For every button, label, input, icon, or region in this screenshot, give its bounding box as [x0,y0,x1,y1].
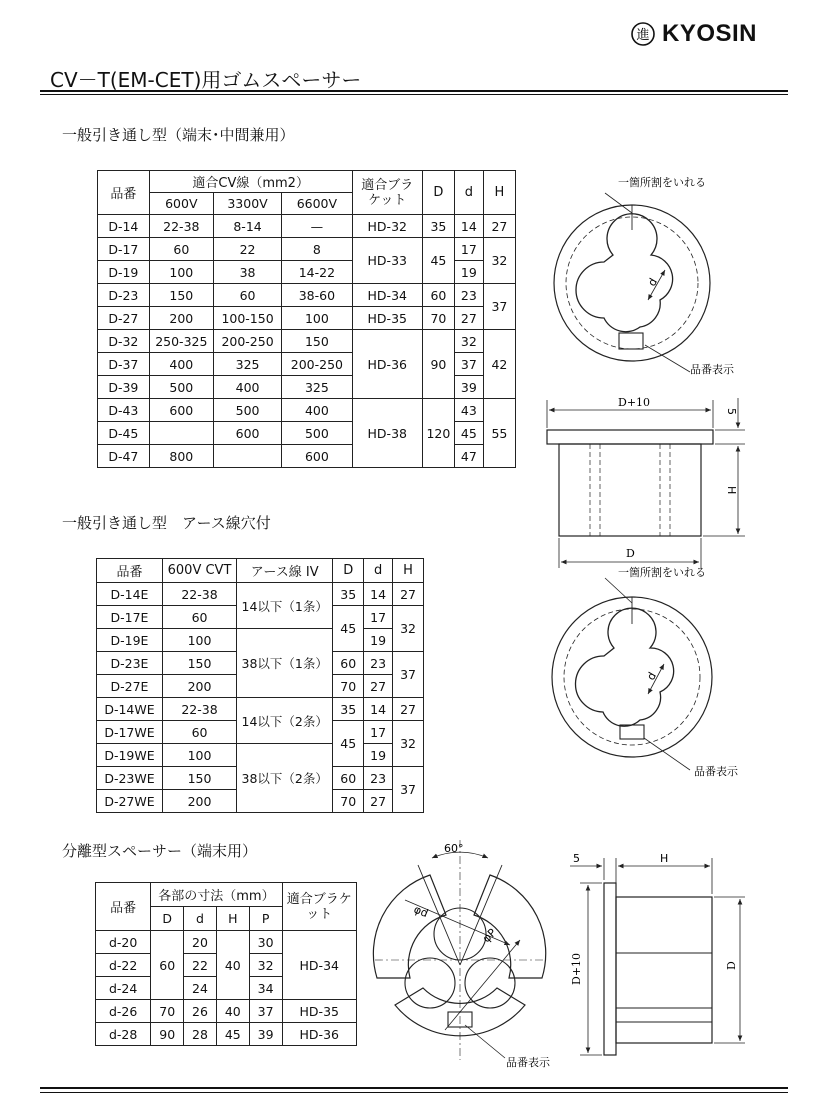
split-spacer-top-view [373,840,545,1060]
cell-H: 32 [393,721,424,767]
cell-H: 27 [393,698,424,721]
s3-header-bracket: 適合ブラケット [282,883,356,931]
cell-part: D-14WE [97,698,163,721]
cell-H: 37 [393,767,424,813]
cell-earth: 14以下（2条） [237,698,333,744]
bottom-rule-thin [40,1092,788,1093]
cell-bracket: HD-34 [282,931,356,1000]
cell-bracket: HD-38 [352,399,422,468]
cell-6600v: 200-250 [282,353,352,376]
cell-d: 27 [364,675,393,698]
part-label-2: 品番表示 [694,765,738,778]
cell-part: D-37 [98,353,150,376]
cell-d: 20 [184,931,217,954]
cell-D: 70 [333,675,364,698]
cell-d: 17 [454,238,483,261]
cell-bracket: HD-35 [352,307,422,330]
cell-6600v: 500 [282,422,352,445]
cell-part: D-32 [98,330,150,353]
part-label-1: 品番表示 [690,363,734,376]
cell-part: D-17WE [97,721,163,744]
cell-cvt: 150 [162,652,236,675]
bottom-rule [40,1087,788,1089]
cell-cvt: 200 [162,675,236,698]
cell-600v: 150 [149,284,213,307]
cell-part: D-23WE [97,767,163,790]
cell-3300v: 60 [213,284,281,307]
cell-3300v: 500 [213,399,281,422]
s2-header-d: d [364,559,393,583]
s2-header-H: H [393,559,424,583]
cell-D: 60 [151,931,184,1000]
cell-d: 17 [364,606,393,629]
cell-D: 45 [333,721,364,767]
cell-d: 19 [364,629,393,652]
cell-part: D-17 [98,238,150,261]
cell-600v: 600 [149,399,213,422]
cell-cvt: 100 [162,744,236,767]
section1-heading: 一般引き通し型（端末･中間兼用） [62,126,295,144]
dim-H-label: H [725,486,738,495]
cell-600v: 200 [149,307,213,330]
cell-part: d-26 [96,1000,151,1023]
cell-3300v: 400 [213,376,281,399]
cell-D: 120 [422,399,454,468]
s1-header-3300v: 3300V [213,193,281,215]
cell-cvt: 200 [162,790,236,813]
cell-d: 27 [454,307,483,330]
cell-d: 27 [364,790,393,813]
brand-name: KYOSIN [661,20,757,47]
s3-header-d: d [184,907,217,931]
s1-header-d: d [454,171,483,215]
spacer-side-view [547,398,745,568]
s2-header-cvt: 600V CVT [162,559,236,583]
s1-header-part: 品番 [98,171,150,215]
cell-600v: 250-325 [149,330,213,353]
cell-d: 19 [364,744,393,767]
cell-earth: 14以下（1条） [237,583,333,629]
cell-d: 17 [364,721,393,744]
s1-header-6600v: 6600V [282,193,352,215]
part-label-3: 品番表示 [506,1056,550,1069]
cell-600v: 800 [149,445,213,468]
cell-6600v: 600 [282,445,352,468]
svg-text:進: 進 [636,28,650,43]
cell-part: D-43 [98,399,150,422]
cell-D: 35 [333,698,364,721]
section3-heading: 分離型スペーサー（端末用） [62,842,258,860]
cell-d: 26 [184,1000,217,1023]
page-title: CV－T(EM-CET)用ゴムスペーサー [50,68,362,92]
cell-H: 27 [393,583,424,606]
cell-H: 40 [216,1000,249,1023]
s1-header-bracket: 適合ブラケット [352,171,422,215]
cell-D: 70 [422,307,454,330]
cell-d: 23 [364,767,393,790]
cell-d: 14 [364,583,393,606]
cut-note-label-2: 一箇所割をいれる [618,566,706,579]
cell-3300v: 38 [213,261,281,284]
cell-3300v: 600 [213,422,281,445]
cell-D: 60 [422,284,454,307]
split-dim-5-label: 5 [573,852,580,865]
dim-d-label-1: d [645,275,661,289]
cell-d: 14 [364,698,393,721]
split-dim-D10-label: D+10 [570,952,583,985]
cell-6600v: 150 [282,330,352,353]
cell-6600v: 8 [282,238,352,261]
cell-part: D-17E [97,606,163,629]
cell-d: 19 [454,261,483,284]
cell-d: 39 [454,376,483,399]
cell-D: 70 [333,790,364,813]
cell-D: 45 [333,606,364,652]
spacer-top-view-2 [552,578,712,770]
cell-3300v: 100-150 [213,307,281,330]
cell-H: 37 [483,284,515,330]
cell-H: 55 [483,399,515,468]
cell-H: 45 [216,1023,249,1046]
s3-header-H: H [216,907,249,931]
s3-header-part: 品番 [96,883,151,931]
cell-part: D-19E [97,629,163,652]
dim-D-label: D [626,547,635,560]
cell-d: 45 [454,422,483,445]
cell-D: 70 [151,1000,184,1023]
cell-part: D-23E [97,652,163,675]
s2-header-earth: アース線 IV [237,559,333,583]
cell-cvt: 150 [162,767,236,790]
cell-6600v: — [282,215,352,238]
cell-cvt: 60 [162,721,236,744]
cell-P: 34 [249,977,282,1000]
cell-3300v: 200-250 [213,330,281,353]
cell-6600v: 100 [282,307,352,330]
cell-600v: 400 [149,353,213,376]
cell-P: 39 [249,1023,282,1046]
cell-H: 27 [483,215,515,238]
cell-cvt: 60 [162,606,236,629]
angle-label: 60° [444,842,464,855]
cell-part: D-45 [98,422,150,445]
cell-H: 32 [483,238,515,284]
cell-part: D-14E [97,583,163,606]
cell-bracket: HD-36 [282,1023,356,1046]
s1-header-H: H [483,171,515,215]
cell-d: 47 [454,445,483,468]
cell-600v: 22-38 [149,215,213,238]
cell-3300v: 22 [213,238,281,261]
cell-part: D-47 [98,445,150,468]
split-dim-D-label: D [725,961,738,970]
cell-600v: 500 [149,376,213,399]
s3-header-D: D [151,907,184,931]
cell-bracket: HD-36 [352,330,422,399]
cell-d: 23 [454,284,483,307]
phi-P-label: φP [479,926,499,946]
cell-d: 23 [364,652,393,675]
cell-D: 60 [333,767,364,790]
cell-H: 32 [393,606,424,652]
cut-note-label-1: 一箇所割をいれる [618,176,706,189]
cell-part: D-23 [98,284,150,307]
cell-d: 37 [454,353,483,376]
cell-part: D-27E [97,675,163,698]
cell-600v: 100 [149,261,213,284]
s3-header-dims: 各部の寸法（mm） [151,883,282,907]
cell-d: 28 [184,1023,217,1046]
cell-D: 90 [422,330,454,399]
cell-bracket: HD-32 [352,215,422,238]
s1-header-D: D [422,171,454,215]
dim-d-label-2: d [644,669,660,683]
s3-header-P: P [249,907,282,931]
cell-d: 14 [454,215,483,238]
cell-bracket: HD-35 [282,1000,356,1023]
cell-bracket: HD-33 [352,238,422,284]
section2-heading: 一般引き通し型 アース線穴付 [62,514,271,532]
split-dim-H-label: H [660,852,669,865]
cell-D: 35 [333,583,364,606]
cell-H: 37 [393,652,424,698]
cell-6600v: 38-60 [282,284,352,307]
cell-cvt: 22-38 [162,583,236,606]
cell-6600v: 400 [282,399,352,422]
dim-D10-label: D+10 [618,396,651,409]
cell-cvt: 100 [162,629,236,652]
cell-P: 37 [249,1000,282,1023]
cell-600v: 60 [149,238,213,261]
cell-part: D-27WE [97,790,163,813]
cell-part: D-19 [98,261,150,284]
s2-header-part: 品番 [97,559,163,583]
cell-part: D-39 [98,376,150,399]
cell-H: 42 [483,330,515,399]
cell-cvt: 22-38 [162,698,236,721]
cell-3300v: 8-14 [213,215,281,238]
cell-3300v: 325 [213,353,281,376]
cell-earth: 38以下（2条） [237,744,333,813]
cell-D: 60 [333,652,364,675]
cell-d: 43 [454,399,483,422]
s1-header-cv: 適合CV線（mm2） [149,171,352,193]
cell-part: D-14 [98,215,150,238]
cell-part: d-20 [96,931,151,954]
cell-H: 40 [216,931,249,1000]
cell-part: D-27 [98,307,150,330]
cell-D: 45 [422,238,454,284]
spacer-top-view-1 [554,193,710,372]
cell-d: 22 [184,954,217,977]
cell-d: 24 [184,977,217,1000]
cell-earth: 38以下（1条） [237,629,333,698]
dim-5-label: 5 [725,408,738,415]
cell-part: d-24 [96,977,151,1000]
s2-header-D: D [333,559,364,583]
cell-D: 90 [151,1023,184,1046]
cell-part: d-22 [96,954,151,977]
cell-P: 32 [249,954,282,977]
phi-d-label: φd [411,902,430,921]
cell-6600v: 325 [282,376,352,399]
s1-header-600v: 600V [149,193,213,215]
split-spacer-side-view [570,858,745,1055]
cell-6600v: 14-22 [282,261,352,284]
cell-part: D-19WE [97,744,163,767]
cell-part: d-28 [96,1023,151,1046]
cell-bracket: HD-34 [352,284,422,307]
cell-D: 35 [422,215,454,238]
cell-d: 32 [454,330,483,353]
cell-P: 30 [249,931,282,954]
